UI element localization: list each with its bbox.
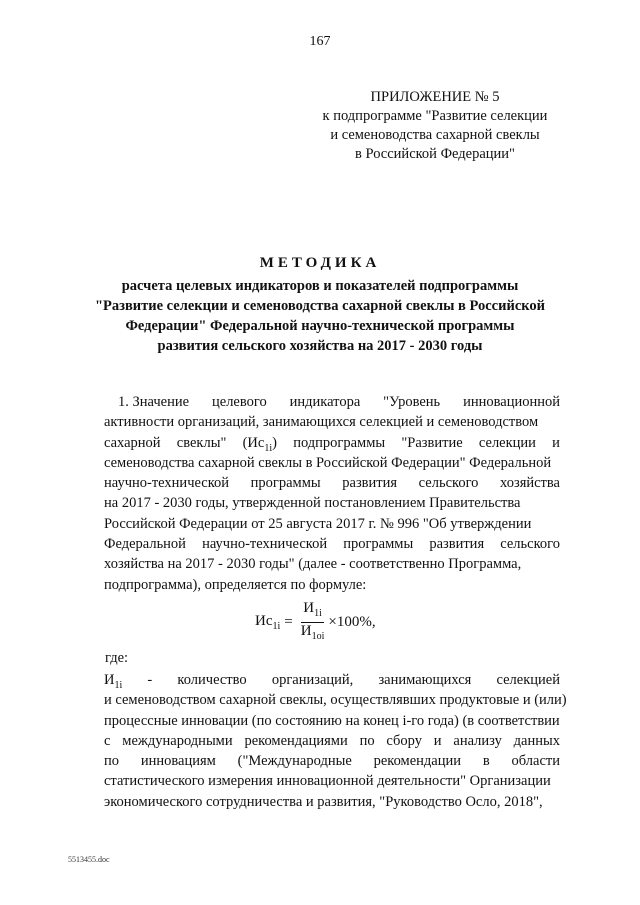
text-segment: в <box>482 753 490 770</box>
text-segment: свеклы" <box>176 434 227 451</box>
text-segment: подпрограммы <box>293 434 386 451</box>
text-line <box>104 771 560 791</box>
appendix-line: и семеноводства сахарной свеклы <box>330 127 540 143</box>
text-segment: программы <box>250 475 321 492</box>
page-number: 167 <box>309 34 331 49</box>
text-line <box>104 575 560 595</box>
text-line <box>104 514 560 534</box>
where-label: где: <box>105 650 129 666</box>
text-segment: развития <box>429 536 485 553</box>
text-segment: Российской Федерации от 25 августа 2017 г. № 996 "Об утверждении <box>104 515 532 532</box>
formula-fraction <box>299 600 327 645</box>
text-segment: области <box>511 753 560 770</box>
text-segment: развития <box>342 475 398 492</box>
text-segment: научно-технической <box>202 536 328 553</box>
text-line <box>104 690 567 710</box>
text-segment: и семеноводством сахарной свеклы, осуществлявших продуктовые и (или) <box>104 692 567 709</box>
text-segment: "Развитие <box>401 434 463 451</box>
subtitle-line: расчета целевых индикаторов и показателей подпрограммы <box>121 278 519 294</box>
text-line <box>104 554 560 574</box>
text-segment: и <box>433 732 442 749</box>
appendix-line: к подпрограмме "Развитие селекции <box>322 108 548 124</box>
text-line <box>104 453 560 473</box>
text-segment: активности организаций, занимающихся селекцией и семеноводством <box>104 414 539 431</box>
text-line <box>104 751 560 771</box>
text-line <box>104 534 560 554</box>
subtitle-line: "Развитие селекции и семеноводства сахарной свеклы в Российской <box>94 298 546 314</box>
text-segment: с <box>104 732 111 749</box>
appendix-line: в Российской Федерации" <box>355 146 515 162</box>
formula-equals: = <box>284 614 293 630</box>
text-line <box>104 493 560 513</box>
text-line <box>104 412 560 432</box>
text-segment: по <box>104 753 120 770</box>
text-segment: "Уровень <box>383 394 441 410</box>
text-segment: анализу <box>453 732 502 749</box>
paragraph-2 <box>104 670 567 812</box>
text-segment: сельского <box>500 536 560 553</box>
text-line <box>104 731 560 751</box>
paragraph-1 <box>104 392 560 595</box>
text-segment: - <box>147 672 153 688</box>
text-line <box>104 433 560 453</box>
text-segment: организаций, <box>271 672 354 688</box>
text-segment: инновационной <box>463 394 560 410</box>
text-segment: программы <box>343 536 414 553</box>
text-segment: экономического сотрудничества и развития, "Руководство Осло, 2018", <box>104 793 543 810</box>
text-segment: Федеральной <box>104 536 186 553</box>
text-segment: рекомендации <box>373 753 462 770</box>
text-segment: рекомендациями <box>244 732 348 749</box>
text-segment: занимающихся <box>378 672 472 688</box>
document-subtitle <box>70 276 570 356</box>
text-segment: данных <box>513 732 560 749</box>
text-segment: сельского <box>418 475 479 492</box>
text-segment: ("Международные <box>237 753 352 770</box>
text-segment: селекцией <box>496 672 560 688</box>
text-segment: научно-технической <box>104 475 230 492</box>
text-segment: международными <box>122 732 233 749</box>
text-line <box>104 473 560 493</box>
text-segment: сбору <box>386 732 422 749</box>
subtitle-line: развития сельского хозяйства на 2017 - 2030 годы <box>157 338 483 354</box>
appendix-block <box>290 88 580 164</box>
footer-file-ref: 5513455.doc <box>68 855 110 864</box>
subtitle-line: Федерации" Федеральной научно-технической программы <box>125 318 515 334</box>
text-segment: и <box>552 434 560 451</box>
text-segment: сахарной <box>104 434 161 451</box>
text-line <box>104 670 560 690</box>
document-title: МЕТОДИКА <box>259 255 381 271</box>
formula-rhs: ×100%, <box>328 614 376 630</box>
text-segment: целевого <box>212 394 267 410</box>
text-segment: $И_{1i}$ <box>104 672 123 691</box>
text-segment: 1. Значение <box>118 394 190 410</box>
text-segment: $(Ис_{1i})$ <box>242 434 277 454</box>
formula-lhs: $Ис_{1i}$ <box>255 613 281 632</box>
text-segment: хозяйства на 2017 - 2030 годы" (далее - соответственно Программа, <box>104 556 522 573</box>
text-segment: на 2017 - 2030 годы, утвержденной постановлением Правительства <box>104 495 521 512</box>
text-segment: хозяйства <box>500 475 560 492</box>
text-segment: подпрограмма), определяется по формуле: <box>104 576 367 593</box>
text-line <box>104 792 560 812</box>
text-segment: процессные инновации (по состоянию на конец i-го года) (в соответствии <box>104 712 560 729</box>
text-segment: индикатора <box>289 394 361 410</box>
formula <box>255 600 376 645</box>
formula-denominator: $И_{1oi}$ <box>300 623 325 642</box>
text-line <box>104 392 560 412</box>
text-segment: инновациям <box>140 753 216 770</box>
text-segment: количество <box>177 672 247 688</box>
text-segment: по <box>359 732 375 749</box>
formula-numerator: $И_{1i}$ <box>301 600 324 623</box>
text-line <box>104 711 560 731</box>
appendix-line: ПРИЛОЖЕНИЕ № 5 <box>370 89 500 105</box>
text-segment: селекции <box>478 434 536 451</box>
text-segment: семеноводства сахарной свеклы в Российской Федерации" Федеральной <box>104 454 552 471</box>
text-segment: статистического измерения инновационной деятельности" Организации <box>104 773 551 790</box>
